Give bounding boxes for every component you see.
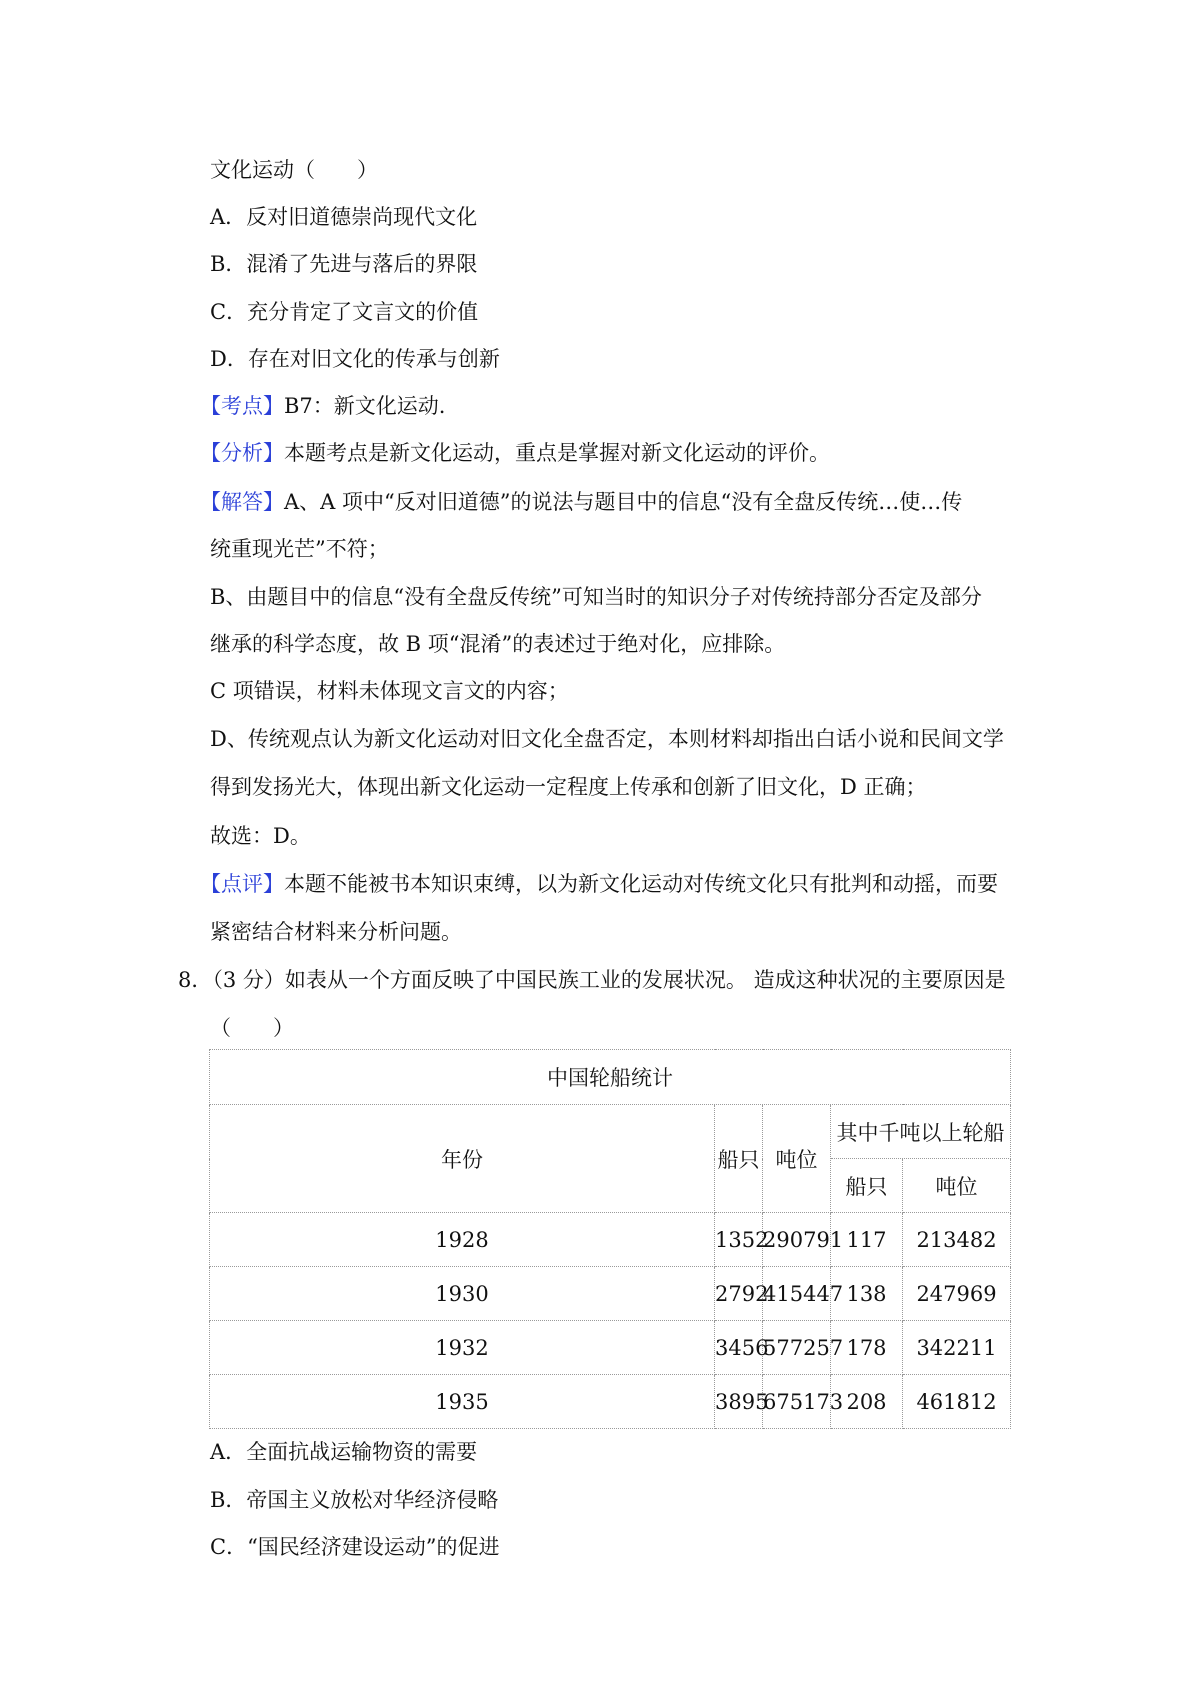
- cell-ships: 2792: [715, 1267, 763, 1321]
- dianping-text-1: 本题不能被书本知识束缚，以为新文化运动对传统文化只有批判和动摇，而要: [284, 872, 998, 896]
- cell-large-tonnage: 342211: [903, 1321, 1011, 1375]
- cell-ships: 3895: [715, 1375, 763, 1429]
- cell-large-ships: 208: [831, 1375, 903, 1429]
- header-sub-tonnage: 吨位: [903, 1159, 1011, 1213]
- jieda-line-1: [200, 488, 962, 516]
- table-row: [210, 1375, 1011, 1429]
- jieda-line-6: D、传统观点认为新文化运动对旧文化全盘否定，本则材料却指出白话小说和民间文学: [210, 727, 1004, 751]
- table-row: [210, 1267, 1011, 1321]
- cell-large-tonnage: 461812: [903, 1375, 1011, 1429]
- header-year: 年份: [210, 1105, 715, 1213]
- cell-tonnage: 415447: [763, 1267, 831, 1321]
- jieda-line-4: 继承的科学态度，故 B 项“混淆”的表述过于绝对化，应排除。: [210, 632, 786, 656]
- jieda-line-7: 得到发扬光大，体现出新文化运动一定程度上传承和创新了旧文化，D 正确；: [210, 775, 927, 799]
- q8-option-a: A．全面抗战运输物资的需要: [210, 1440, 478, 1464]
- cell-tonnage: 290791: [763, 1213, 831, 1267]
- dianping-line-1: [200, 870, 998, 898]
- option-d: D．存在对旧文化的传承与创新: [210, 347, 500, 371]
- cell-year: 1932: [210, 1321, 715, 1375]
- fenxi-tag: 【分析】: [200, 441, 284, 465]
- kaodian-text: B7：新文化运动.: [284, 394, 446, 418]
- q8-stem-line-1: 8．（3 分）如表从一个方面反映了中国民族工业的发展状况。 造成这种状况的主要原因是: [178, 968, 1006, 992]
- cell-large-ships: 178: [831, 1321, 903, 1375]
- q8-option-c: C．“国民经济建设运动”的促进: [210, 1535, 500, 1559]
- option-c: C．充分肯定了文言文的价值: [210, 300, 479, 324]
- cell-year: 1928: [210, 1213, 715, 1267]
- jieda-line-8: 故选：D。: [210, 824, 311, 848]
- cell-large-tonnage: 247969: [903, 1267, 1011, 1321]
- table-row: [210, 1321, 1011, 1375]
- cell-year: 1930: [210, 1267, 715, 1321]
- question-stem-tail: 文化运动（ ）: [210, 158, 378, 182]
- cell-tonnage: 577257: [763, 1321, 831, 1375]
- cell-year: 1935: [210, 1375, 715, 1429]
- jieda-line-2: 统重现光芒”不符；: [210, 537, 389, 561]
- table-row: [210, 1213, 1011, 1267]
- jieda-line-5: C 项错误，材料未体现文言文的内容；: [210, 679, 569, 703]
- table-title: 中国轮船统计: [210, 1050, 1011, 1105]
- fenxi-line: [200, 439, 830, 467]
- cell-large-ships: 138: [831, 1267, 903, 1321]
- jieda-line-3: B、由题目中的信息“没有全盘反传统”可知当时的知识分子对传统持部分否定及部分: [210, 585, 982, 609]
- header-ships: 船只: [715, 1105, 763, 1213]
- fenxi-text: 本题考点是新文化运动，重点是掌握对新文化运动的评价。: [284, 441, 830, 465]
- ship-statistics-table: [209, 1049, 1011, 1429]
- dianping-tag: 【点评】: [200, 872, 284, 896]
- cell-tonnage: 675173: [763, 1375, 831, 1429]
- option-b: B．混淆了先进与落后的界限: [210, 252, 478, 276]
- header-tonnage: 吨位: [763, 1105, 831, 1213]
- header-large-ships-group: 其中千吨以上轮船: [831, 1105, 1011, 1159]
- header-sub-ships: 船只: [831, 1159, 903, 1213]
- option-a: A．反对旧道德崇尚现代文化: [210, 205, 478, 229]
- jieda-text-1: A、A 项中“反对旧道德”的说法与题目中的信息“没有全盘反传统…使…传: [284, 490, 963, 514]
- cell-ships: 1352: [715, 1213, 763, 1267]
- q8-option-b: B．帝国主义放松对华经济侵略: [210, 1488, 499, 1512]
- kaodian-tag: 【考点】: [200, 394, 284, 418]
- kaodian-line: [200, 392, 445, 420]
- dianping-line-2: 紧密结合材料来分析问题。: [210, 920, 462, 944]
- cell-ships: 3456: [715, 1321, 763, 1375]
- cell-large-tonnage: 213482: [903, 1213, 1011, 1267]
- jieda-tag: 【解答】: [200, 490, 284, 514]
- q8-stem-line-2: （ ）: [210, 1016, 294, 1040]
- cell-large-ships: 117: [831, 1213, 903, 1267]
